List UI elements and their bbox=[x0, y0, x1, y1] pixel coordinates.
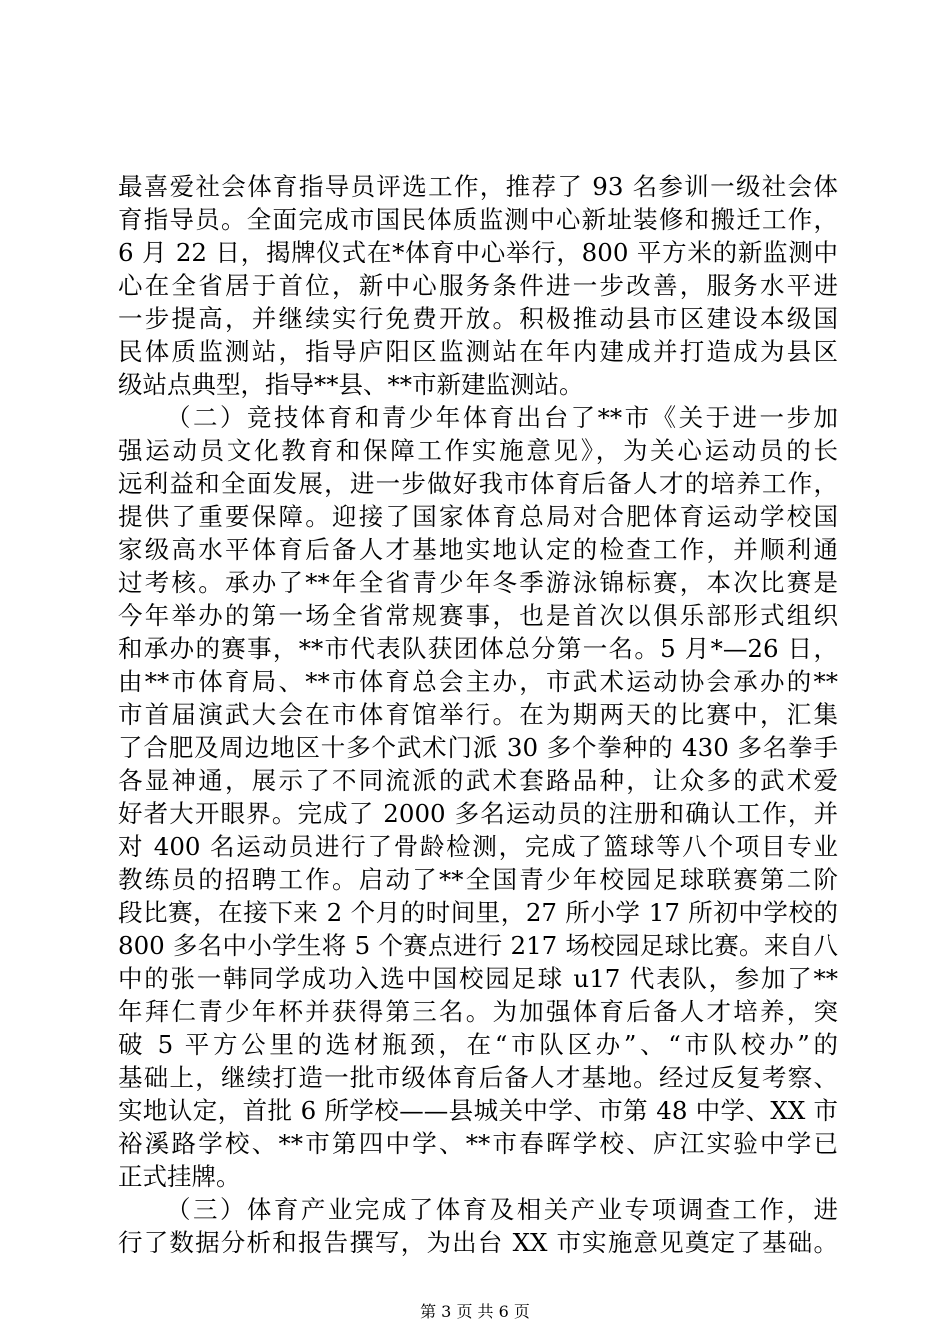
paragraph-start-line: （三）体育产业完成了体育及相关产业专项调查工作，进 bbox=[166, 1195, 838, 1224]
text-line: 各显神通，展示了不同流派的武术套路品种，让众多的武术爱 bbox=[118, 766, 838, 795]
text-line: 由**市体育局、**市体育总会主办，市武术运动协会承办的** bbox=[118, 667, 838, 696]
paragraph-start-line: （二）竞技体育和青少年体育出台了**市《关于进一步加 bbox=[166, 403, 838, 432]
text-line: 级站点典型，指导**县、**市新建监测站。 bbox=[118, 370, 584, 399]
text-line: 强运动员文化教育和保障工作实施意见》，为关心运动员的长 bbox=[118, 436, 838, 465]
text-line: 教练员的招聘工作。启动了**全国青少年校园足球联赛第二阶 bbox=[118, 865, 838, 894]
text-line: 破 5 平方公里的选材瓶颈，在“市队区办”、“市队校办”的 bbox=[118, 1030, 838, 1059]
text-line: 对 400 名运动员进行了骨龄检测，完成了篮球等八个项目专业 bbox=[118, 832, 838, 861]
text-line: 一步提高，并继续实行免费开放。积极推动县市区建设本级国 bbox=[118, 304, 838, 333]
text-line: 6 月 22 日，揭牌仪式在*体育中心举行，800 平方米的新监测中 bbox=[118, 238, 838, 267]
page-footer: 第 3 页 共 6 页 bbox=[420, 1302, 530, 1321]
text-line: 中的张一韩同学成功入选中国校园足球 u17 代表队，参加了** bbox=[118, 964, 838, 993]
text-line: 好者大开眼界。完成了 2000 多名运动员的注册和确认工作，并 bbox=[118, 799, 838, 828]
text-line: 800 多名中小学生将 5 个赛点进行 217 场校园足球比赛。来自八 bbox=[118, 931, 838, 960]
text-line: 家级高水平体育后备人才基地实地认定的检查工作，并顺利通 bbox=[118, 535, 838, 564]
text-line: 段比赛，在接下来 2 个月的时间里，27 所小学 17 所初中学校的 bbox=[118, 898, 838, 927]
text-line: 基础上，继续打造一批市级体育后备人才基地。经过反复考察、 bbox=[118, 1063, 838, 1092]
text-line: 心在全省居于首位，新中心服务条件进一步改善，服务水平进 bbox=[118, 271, 838, 300]
document-body bbox=[118, 170, 838, 1259]
text-line: 正式挂牌。 bbox=[118, 1162, 241, 1191]
text-line: 民体质监测站，指导庐阳区监测站在年内建成并打造成为县区 bbox=[118, 337, 838, 366]
text-line: 行了数据分析和报告撰写，为出台 XX 市实施意见奠定了基础。 bbox=[118, 1228, 838, 1257]
text-line: 实地认定，首批 6 所学校——县城关中学、市第 48 中学、XX 市 bbox=[118, 1096, 838, 1125]
text-line: 今年举办的第一场全省常规赛事，也是首次以俱乐部形式组织 bbox=[118, 601, 838, 630]
text-line: 年拜仁青少年杯并获得第三名。为加强体育后备人才培养，突 bbox=[118, 997, 838, 1026]
text-line: 提供了重要保障。迎接了国家体育总局对合肥体育运动学校国 bbox=[118, 502, 838, 531]
text-line: 市首届演武大会在市体育馆举行。在为期两天的比赛中，汇集 bbox=[118, 700, 838, 729]
text-line: 了合肥及周边地区十多个武术门派 30 多个拳种的 430 多名拳手 bbox=[118, 733, 838, 762]
text-line: 过考核。承办了**年全省青少年冬季游泳锦标赛，本次比赛是 bbox=[118, 568, 838, 597]
text-line: 和承办的赛事，**市代表队获团体总分第一名。5 月*—26 日， bbox=[118, 634, 838, 663]
text-line: 育指导员。全面完成市国民体质监测中心新址装修和搬迁工作， bbox=[118, 205, 838, 234]
text-line: 裕溪路学校、**市第四中学、**市春晖学校、庐江实验中学已 bbox=[118, 1129, 838, 1158]
text-line: 最喜爱社会体育指导员评选工作，推荐了 93 名参训一级社会体 bbox=[118, 172, 838, 201]
text-line: 远利益和全面发展，进一步做好我市体育后备人才的培养工作， bbox=[118, 469, 838, 498]
